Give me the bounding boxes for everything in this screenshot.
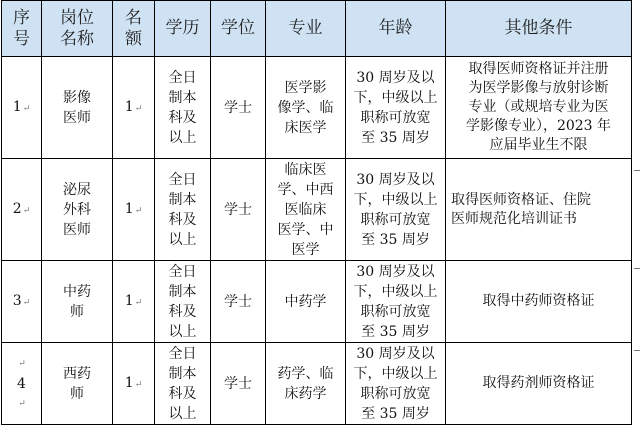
- seq-cell: 1↵: [2, 57, 42, 159]
- header-post-name: 岗位 名称: [42, 1, 113, 57]
- quota-cell: 1↵: [113, 159, 155, 261]
- header-quota: 名 额: [113, 1, 155, 57]
- quota-cell: 1↵: [113, 57, 155, 159]
- degree-cell: 学士: [211, 261, 266, 343]
- header-other-conditions: 其他条件: [446, 1, 632, 57]
- margin-mark: [634, 268, 640, 269]
- major-cell: 临床医 学、中西 医临床 医学、中 医学: [266, 159, 346, 261]
- age-cell: 30 周岁及以 下，中级以上 职称可放宽 至 35 周岁: [346, 159, 446, 261]
- other-conditions-cell: 取得药剂师资格证: [446, 343, 632, 425]
- quota-cell: 1↵: [113, 261, 155, 343]
- post-cell: 影像 医师: [42, 57, 113, 159]
- post-cell: 西药 师: [42, 343, 113, 425]
- seq-cell: 3↵: [2, 261, 42, 343]
- quota-cell: 1↵: [113, 343, 155, 425]
- header-age: 年龄: [346, 1, 446, 57]
- education-cell: 全日 制本 科及 以上: [155, 159, 211, 261]
- seq-cell: 2↵: [2, 159, 42, 261]
- margin-mark: [634, 170, 640, 171]
- header-row: [2, 1, 632, 57]
- age-cell: 30 周岁及以 下，中级以上 职称可放宽 至 35 周岁: [346, 343, 446, 425]
- seq-cell: ↵ 4 ↵: [2, 343, 42, 425]
- header-seq: 序 号: [2, 1, 42, 57]
- major-cell: 中药学: [266, 261, 346, 343]
- other-conditions-cell: 取得医师资格证、住院 医师规范化培训证书: [446, 159, 632, 261]
- table-row: [2, 261, 632, 343]
- header-major: 专业: [266, 1, 346, 57]
- education-cell: 全日 制本 科及 以上: [155, 57, 211, 159]
- major-cell: 医学影 像学、临 床医学: [266, 57, 346, 159]
- header-education: 学历: [155, 1, 211, 57]
- margin-mark: [634, 350, 640, 351]
- table-row: [2, 343, 632, 425]
- table-row: [2, 159, 632, 261]
- age-cell: 30 周岁及以 下，中级以上 职称可放宽 至 35 周岁: [346, 57, 446, 159]
- degree-cell: 学士: [211, 159, 266, 261]
- post-cell: 泌尿 外科 医师: [42, 159, 113, 261]
- education-cell: 全日 制本 科及 以上: [155, 343, 211, 425]
- degree-cell: 学士: [211, 343, 266, 425]
- table-row: [2, 57, 632, 159]
- post-cell: 中药 师: [42, 261, 113, 343]
- other-conditions-cell: 取得医师资格证并注册 为医学影像与放射诊断 专业（或规培专业为医 学影像专业），2023 年 应届毕业生不限: [446, 57, 632, 159]
- degree-cell: 学士: [211, 57, 266, 159]
- education-cell: 全日 制本 科及 以上: [155, 261, 211, 343]
- major-cell: 药学、临 床药学: [266, 343, 346, 425]
- other-conditions-cell: 取得中药师资格证: [446, 261, 632, 343]
- recruitment-table: [1, 0, 632, 425]
- header-degree: 学位: [211, 1, 266, 57]
- age-cell: 30 周岁及以 下，中级以上 职称可放宽 至 35 周岁: [346, 261, 446, 343]
